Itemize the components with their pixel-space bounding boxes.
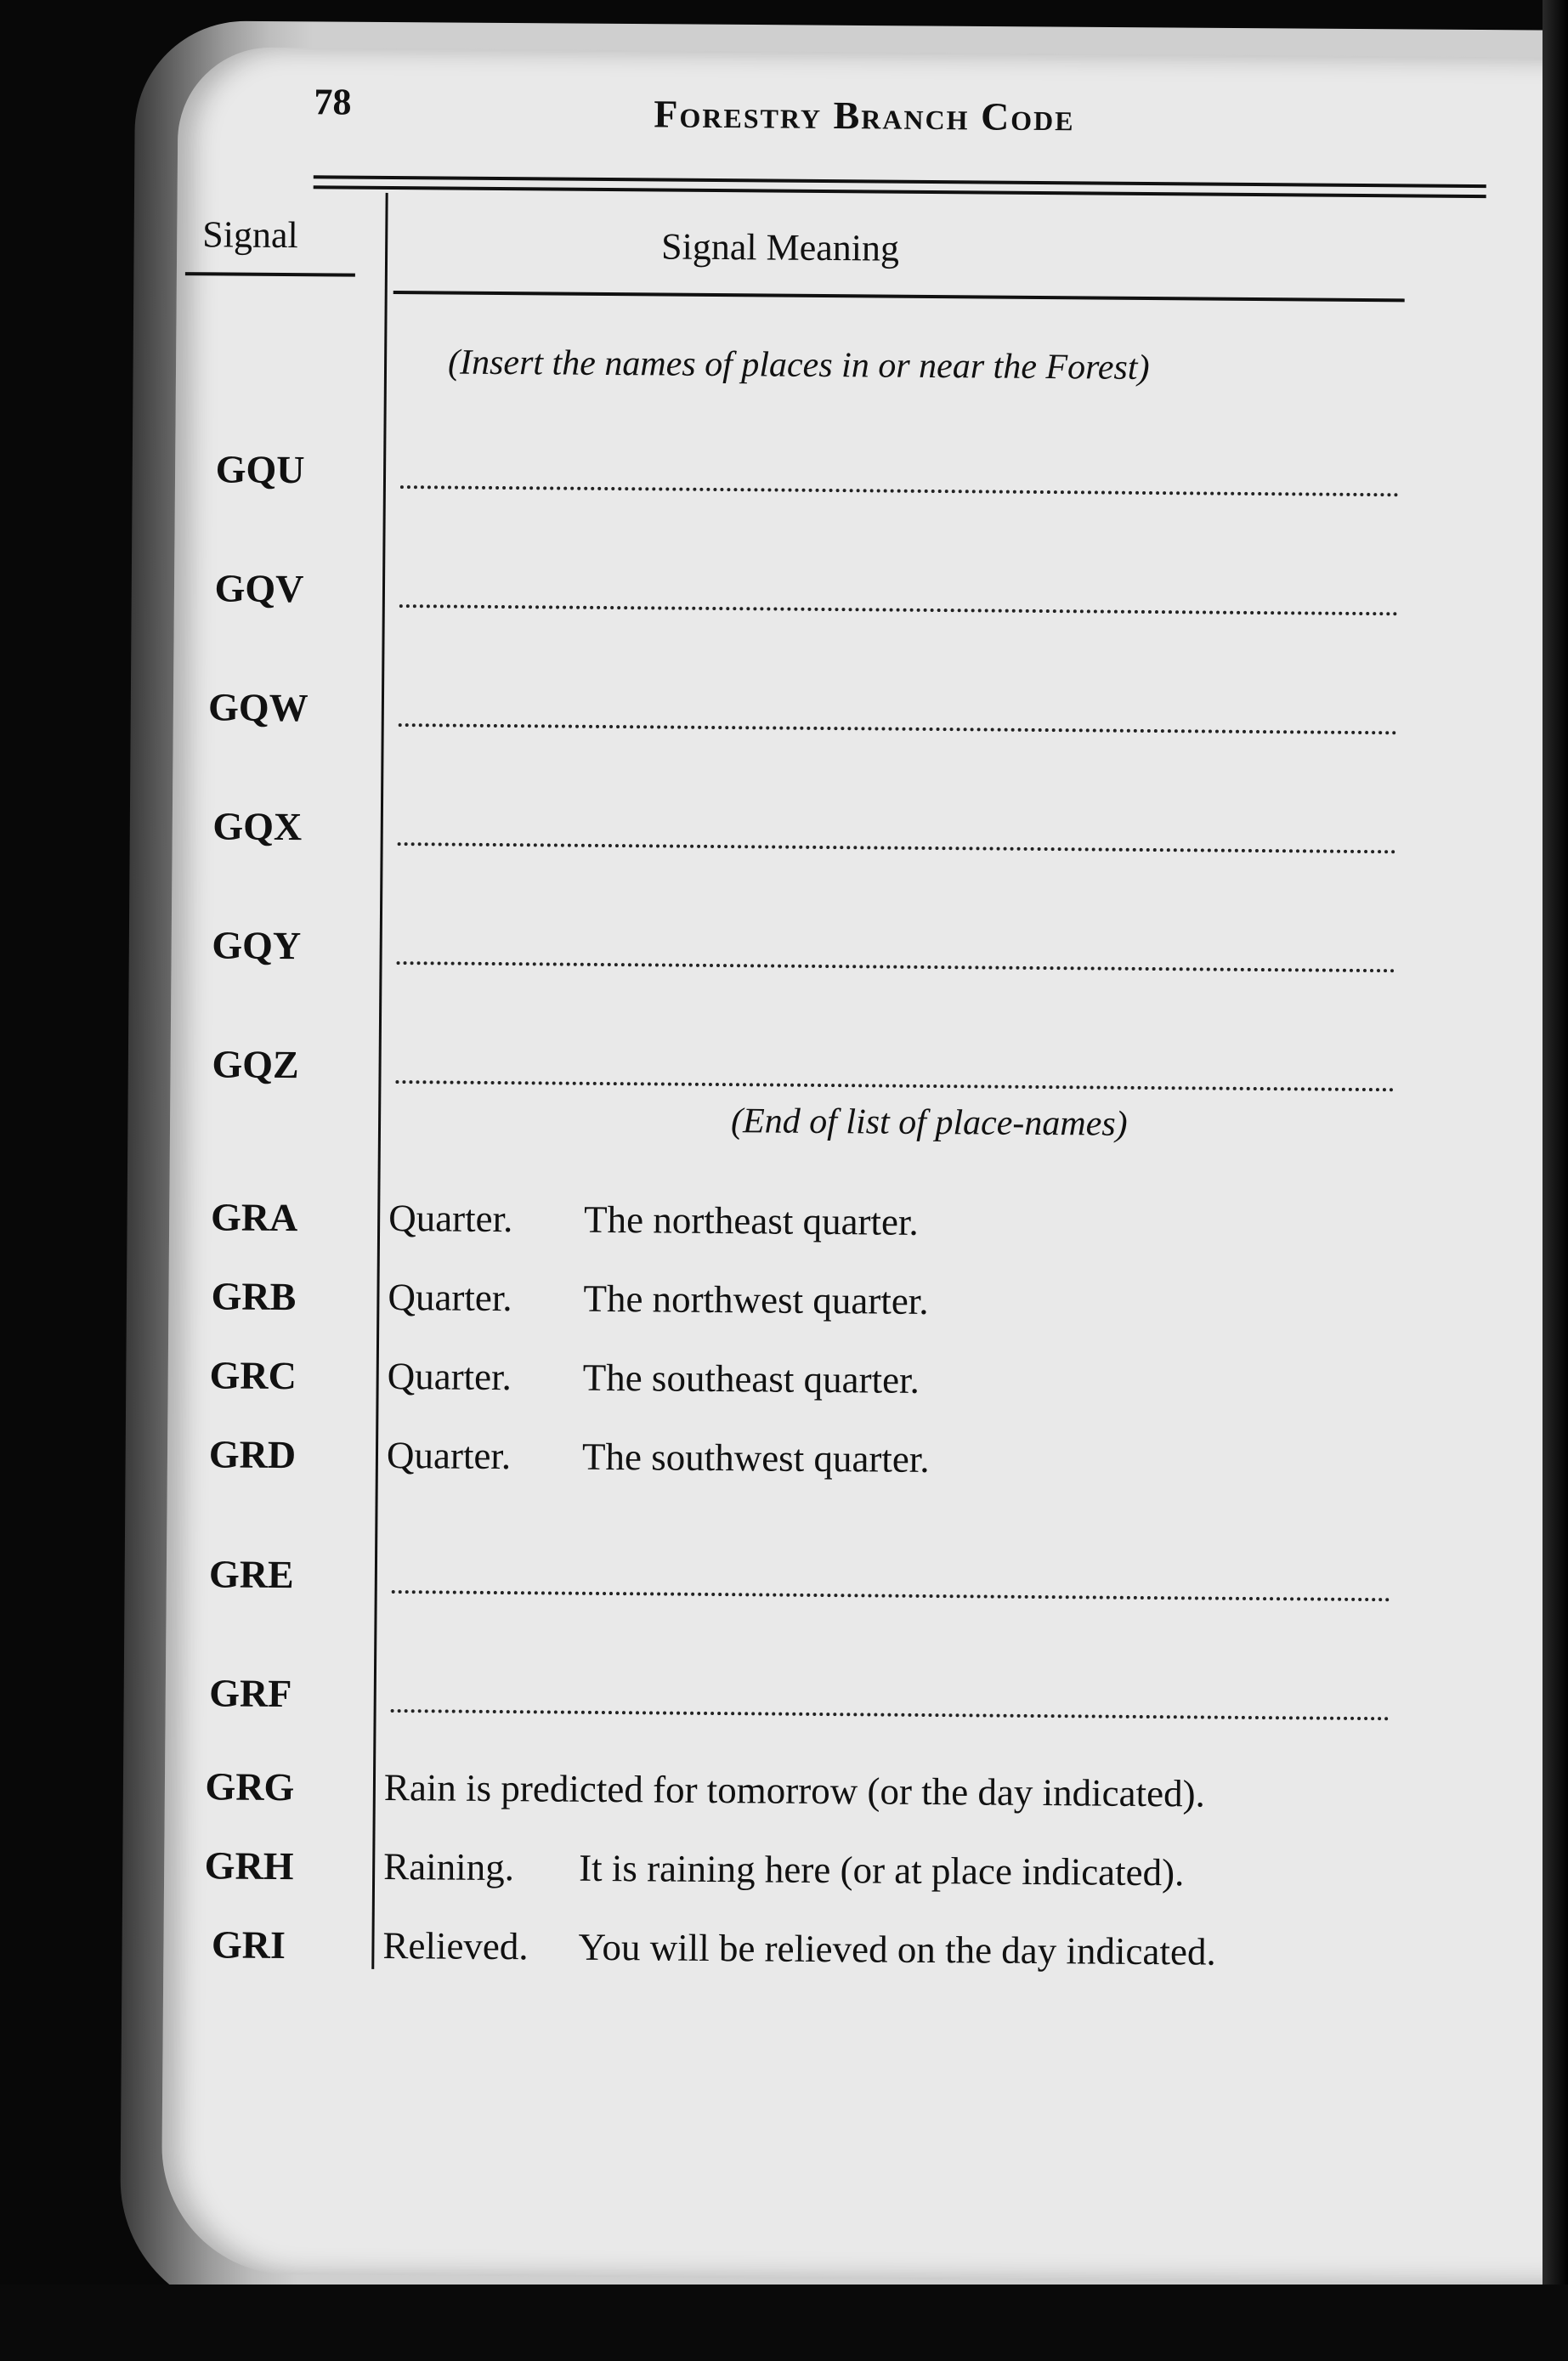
signal-meaning (383, 1844, 1185, 1894)
table-row (164, 1843, 1558, 1913)
table-row (167, 1551, 1560, 1622)
signal-code: GRD (208, 1432, 297, 1477)
signal-code: GRH (204, 1843, 294, 1888)
table-row (165, 1670, 1559, 1741)
table-row (167, 1352, 1561, 1423)
signal-header-rule (185, 272, 355, 277)
blank-entry-line (400, 482, 1399, 496)
signal-meaning (388, 1196, 919, 1244)
intro-note: (Insert the names of places in or near the Forest) (447, 343, 1150, 388)
signal-code: GRA (210, 1195, 298, 1240)
page-bottom-shadow (0, 2285, 1568, 2361)
running-title: Forestry Branch Code (654, 92, 1075, 139)
meaning-text: The southwest quarter. (581, 1435, 930, 1481)
signal-code: GQW (207, 685, 309, 730)
signal-code: GQV (214, 566, 304, 611)
meaning-text: It is raining here (or at place indicated). (578, 1846, 1185, 1894)
signal-code: GQY (212, 923, 302, 968)
table-row (174, 565, 1568, 636)
table-row (168, 1273, 1562, 1344)
signal-column-header: Signal (202, 213, 298, 257)
blank-entry-line (395, 1077, 1394, 1091)
signal-code: GQU (215, 447, 305, 492)
meaning-column-header: Signal Meaning (660, 225, 900, 269)
signal-code: GQZ (212, 1042, 299, 1087)
blank-entry-line (399, 720, 1397, 734)
signal-code: GQX (212, 804, 303, 849)
blank-entry-line (397, 958, 1395, 972)
meaning-text: You will be relieved on the day indicated. (578, 1925, 1216, 1973)
header-rule-top (314, 175, 1486, 188)
meaning-text: Rain is predicted for tomorrow (or the day indicated). (383, 1765, 1206, 1815)
signal-meaning (384, 1765, 1205, 1816)
meaning-text: The northeast quarter. (583, 1197, 919, 1243)
end-note: (End of list of place-names) (730, 1101, 1128, 1144)
table-row (167, 1431, 1561, 1502)
signal-code: GRI (211, 1922, 286, 1967)
signal-meaning (382, 1923, 1216, 1974)
blank-entry-line (399, 601, 1398, 615)
meaning-header-rule (393, 291, 1405, 302)
table-row (173, 684, 1567, 755)
table-row (163, 1922, 1557, 1992)
meaning-term: Relieved. (382, 1923, 529, 1968)
meaning-term: Raining. (382, 1844, 515, 1889)
meaning-text: The southeast quarter. (582, 1356, 920, 1401)
signal-meaning (388, 1354, 920, 1402)
meaning-term: Quarter. (387, 1354, 512, 1399)
meaning-term: Quarter. (386, 1433, 512, 1478)
meaning-term: Quarter. (388, 1196, 513, 1241)
meaning-term: Quarter. (388, 1275, 512, 1320)
signal-code: GRC (209, 1353, 297, 1398)
signal-code: GRB (211, 1274, 297, 1319)
blank-entry-line (398, 839, 1396, 853)
signal-code: GRF (209, 1671, 292, 1716)
table-row (165, 1764, 1559, 1834)
signal-meaning (387, 1433, 930, 1481)
meaning-text: The northwest quarter. (583, 1277, 929, 1322)
signal-code: GRG (205, 1764, 295, 1809)
page-right-shadow (1543, 0, 1568, 2361)
blank-entry-line (392, 1587, 1390, 1601)
table-row (171, 922, 1565, 993)
table-row (169, 1194, 1563, 1265)
blank-entry-line (391, 1706, 1390, 1720)
page-sheet (161, 47, 1568, 2285)
header-rule-bottom (314, 185, 1486, 198)
signal-code: GRE (208, 1552, 294, 1597)
table-row (172, 803, 1565, 874)
page-number: 78 (314, 81, 352, 123)
signal-meaning (388, 1275, 929, 1323)
table-row (175, 446, 1568, 517)
